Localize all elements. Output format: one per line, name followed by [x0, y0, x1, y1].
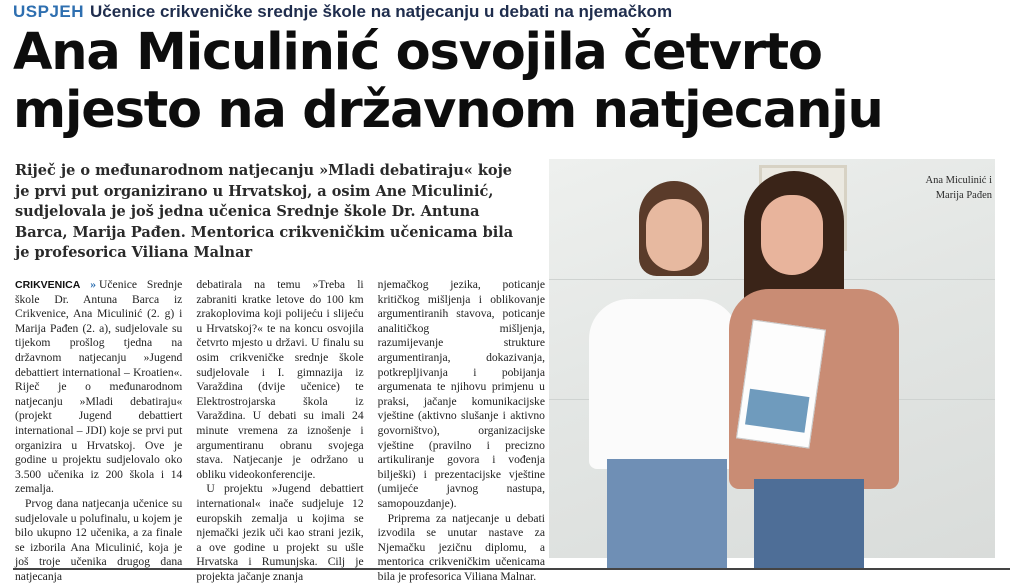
article-column-3 [378, 278, 545, 560]
kicker-tag: USPJEH [13, 2, 84, 21]
kicker [13, 2, 1013, 22]
caption-line-2: Marija Pađen [936, 190, 992, 201]
person-b-face [761, 195, 823, 275]
article-column-2 [196, 278, 363, 560]
photo-caption [904, 173, 992, 203]
body-paragraph: njemačkog jezika, poticanje kritičkog mišljenja i oblikovanje argumentiranih stavova, poticanje analitičkog mišljenja, razumijevanje strukture argumentiranja, dokazivanja, potkrepljivanja i pobijanja argumenata te njihovu primjenu u praksi, jačanje komunikacijske vještine (aktivno slušanje i aktivno govorništvo), organizacijske vještine (pravilno i precizno artikuliranje govora i vođenja bilješki) i prezentacijske vještine (umijeće javnog nastupa, samopouzdanje). [378, 278, 545, 512]
headline-line-1: Ana Miculinić osvojila četvrto [13, 23, 822, 82]
dateline-arrow-icon: » [90, 278, 96, 291]
person-b-jeans [754, 479, 864, 569]
person-a-shirt [589, 299, 739, 469]
headline-line-2: mjesto na državnom natjecanju [13, 81, 883, 140]
caption-line-1: Ana Miculinić i [926, 175, 993, 186]
person-a-face [646, 199, 702, 271]
kicker-subtitle: Učenice crikveničke srednje škole na natjecanju u debati na njemačkom [90, 2, 672, 21]
article-photo [549, 159, 995, 558]
booklet-band [745, 389, 809, 433]
body-text: Učenice Srednje škole Dr. Antuna Barca iz Crikvenice, Ana Miculinić (2. g) i Marija Pađen (2. a), sudjelovale su tijekom prošlog tjedna na državnom natjecanju »Jugend debattiert international – Kroatien«. Riječ je o međunarodnom natjecanju »Mladi debatiraju« (projekt Jugend debattiert international – JDI) koje se prvi put organizira u Hrvatskoj. Ove je godine u projektu sudjelovalo oko 3.500 učenika iz 200 škola i 14 zemalja. [15, 278, 182, 495]
footer-rule [13, 568, 1010, 570]
lead-paragraph: Riječ je o međunarodnom natjecanju »Mladi debatiraju« koje je prvi put organizirano u Hrvatskoj, a osim Ane Miculinić, sudjelovala je još jedna učenica Srednje škole Dr. Antuna Barca, Marija Pađen. Mentorica crikveničkim učenicama bila je profesorica Viliana Malnar [15, 161, 530, 264]
body-paragraph: debatirala na temu »Treba li zabraniti kratke letove do 100 km zrakoplovima koji polijeću i slijeću u Hrvatskoj?« te na koncu osvojila četvrto mjesto u državi. U finalu su osim crikveničke srednje škole sudjelovale i I. gimnazija iz Varaždina (dvije učenice) te Elektrostrojarska škola iz Varaždina. U debati su imali 24 minute vremena za iznošenje i argumentiranu obranu svojega stava. Natjecanje je održano u obliku videokonferencije. [196, 278, 363, 482]
article-column-1 [15, 278, 182, 560]
body-paragraph: Prvog dana natjecanja učenice su sudjelovale u polufinalu, u kojem je bilo ukupno 12 učenika, a za finale se izborila Ana Miculinić, koja je još troje učenika drugog dana natjecanja [15, 497, 182, 584]
body-paragraph: Priprema za natjecanje u debati izvodila se unutar nastave za Njemačku jezičnu diplomu, a mentorica crikveničkim učenicama bila je profesorica Viliana Malnar. [378, 512, 545, 584]
article-body [15, 278, 545, 560]
headline [13, 24, 1013, 140]
dateline: CRIKVENICA [15, 279, 80, 291]
body-paragraph [15, 278, 182, 497]
body-paragraph: U projektu »Jugend debattiert international« inače sudjeluje 12 europskih zemalja u kojima se njemački jezik uči kao strani jezik, a ove godine u projekt su ušle Hrvatska i Rumunjska. Cilj je projekta jačanje znanja [196, 482, 363, 584]
person-a-jeans [607, 459, 727, 569]
